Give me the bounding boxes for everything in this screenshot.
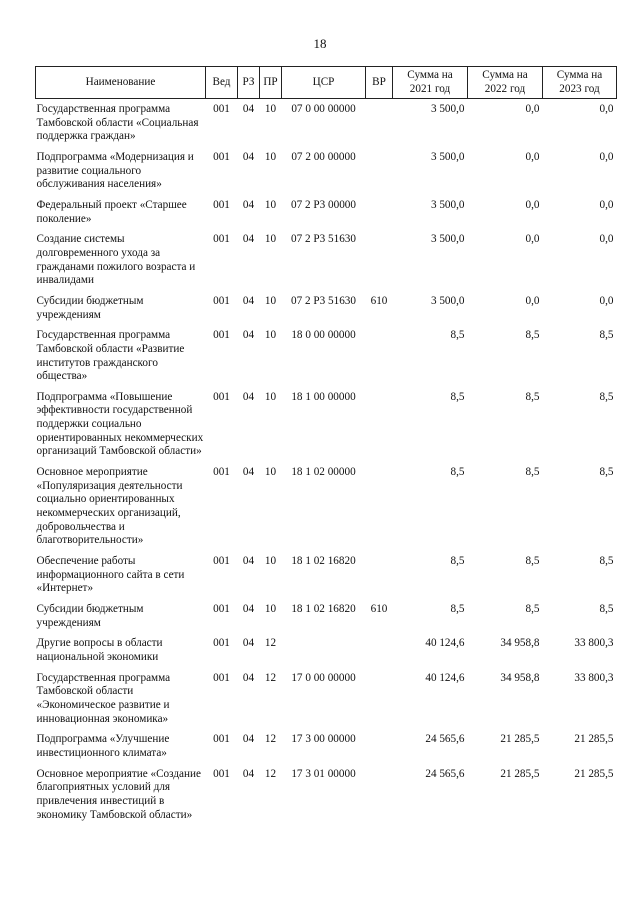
cell-sum-2022: 34 958,8	[500, 637, 540, 650]
cell-pr: 10	[264, 198, 277, 211]
cell-rz: 04	[242, 103, 255, 115]
table-header	[36, 67, 617, 99]
cell-sum-2022: 0,0	[525, 198, 540, 211]
cell-vr	[366, 329, 393, 391]
cell-csr: 17 3 01 00000	[291, 767, 356, 780]
cell-sum-2021: 8,5	[450, 329, 465, 342]
header-name: Наименование	[36, 67, 206, 99]
cell-vr	[366, 199, 393, 233]
cell-ved: 001	[213, 603, 230, 615]
cell-ved: 001	[213, 390, 230, 403]
cell-csr: 07 2 Р3 00000	[291, 198, 356, 211]
cell-ved: 001	[213, 103, 230, 115]
table-body	[36, 99, 617, 830]
cell-sum-2023: 8,5	[599, 390, 614, 403]
cell-rz: 04	[242, 767, 255, 780]
cell-pr: 12	[264, 671, 277, 684]
cell-rz: 04	[242, 233, 255, 246]
cell-name: Создание системы долговременного ухода за гражданами пожилого возраста и инвалидами	[36, 233, 196, 287]
cell-rz: 04	[242, 329, 255, 342]
table-row	[36, 603, 617, 637]
cell-csr: 17 3 00 00000	[291, 733, 356, 746]
header-ved: Вед	[206, 67, 238, 99]
cell-sum-2021: 40 124,6	[425, 637, 465, 650]
cell-sum-2022: 0,0	[525, 233, 540, 246]
table-row	[36, 99, 617, 151]
cell-pr: 10	[264, 294, 277, 307]
cell-sum-2023: 8,5	[599, 329, 614, 342]
cell-pr: 12	[264, 767, 277, 780]
cell-vr	[366, 768, 393, 830]
cell-sum-2023: 8,5	[599, 603, 614, 615]
table-row	[36, 768, 617, 830]
cell-name: Государственная программа Тамбовской области «Развитие институтов гражданского общества»	[36, 329, 185, 383]
cell-vr	[366, 466, 393, 555]
cell-csr: 07 0 00 00000	[291, 103, 356, 115]
table-row	[36, 295, 617, 329]
cell-sum-2023: 21 285,5	[574, 733, 614, 746]
cell-rz: 04	[242, 733, 255, 746]
cell-sum-2021: 8,5	[450, 390, 465, 403]
cell-sum-2021: 8,5	[450, 555, 465, 568]
table-row	[36, 466, 617, 555]
cell-name: Федеральный проект «Старшее поколение»	[36, 198, 187, 225]
cell-sum-2021: 8,5	[450, 603, 465, 615]
table-row	[36, 233, 617, 295]
cell-rz: 04	[242, 390, 255, 403]
cell-name: Основное мероприятие «Создание благоприятных условий для привлечения инвестиций в экономику Тамбовской области»	[36, 767, 201, 821]
cell-sum-2023: 33 800,3	[574, 671, 614, 684]
table-row	[36, 637, 617, 671]
cell-sum-2022: 0,0	[525, 294, 540, 307]
cell-pr: 10	[264, 390, 277, 403]
table-row	[36, 199, 617, 233]
cell-sum-2022: 8,5	[525, 555, 540, 568]
cell-ved: 001	[213, 466, 230, 479]
cell-ved: 001	[213, 637, 230, 650]
cell-sum-2023: 0,0	[599, 233, 614, 246]
cell-sum-2021: 40 124,6	[425, 671, 465, 684]
table-row	[36, 555, 617, 603]
cell-name: Другие вопросы в области национальной экономики	[36, 637, 163, 663]
cell-sum-2021: 3 500,0	[430, 198, 465, 211]
cell-name: Основное мероприятие «Популяризация деятельности социально ориентированных некоммерческих организаций, добровольчества и благотворительности»	[36, 466, 183, 547]
cell-pr: 10	[264, 103, 277, 115]
cell-rz: 04	[242, 603, 255, 615]
cell-pr: 12	[264, 637, 277, 650]
cell-sum-2023: 0,0	[599, 103, 614, 115]
cell-pr: 10	[264, 603, 277, 615]
cell-name: Подпрограмма «Улучшение инвестиционного климата»	[36, 733, 170, 759]
cell-csr: 07 2 00 00000	[291, 150, 356, 163]
cell-sum-2022: 21 285,5	[500, 767, 540, 780]
cell-sum-2021: 8,5	[450, 466, 465, 479]
cell-vr	[366, 99, 393, 151]
cell-vr	[366, 555, 393, 603]
header-rz: РЗ	[238, 67, 260, 99]
cell-vr	[366, 672, 393, 734]
cell-sum-2023: 8,5	[599, 466, 614, 479]
table-row	[36, 733, 617, 767]
cell-sum-2022: 8,5	[525, 329, 540, 342]
cell-ved: 001	[213, 733, 230, 746]
cell-pr: 10	[264, 150, 277, 163]
table-row	[36, 672, 617, 734]
cell-ved: 001	[213, 555, 230, 568]
cell-ved: 001	[213, 767, 230, 780]
cell-csr: 07 2 Р3 51630	[291, 294, 356, 307]
cell-sum-2022: 0,0	[525, 150, 540, 163]
cell-sum-2023: 8,5	[599, 555, 614, 568]
cell-csr	[282, 637, 366, 671]
cell-sum-2021: 3 500,0	[430, 233, 465, 246]
header-vr: ВР	[366, 67, 393, 99]
cell-vr: 610	[370, 603, 388, 615]
table-row	[36, 391, 617, 466]
cell-pr: 10	[264, 466, 277, 479]
cell-name: Подпрограмма «Модернизация и развитие социального обслуживания населения»	[36, 150, 194, 191]
cell-vr	[366, 391, 393, 466]
cell-sum-2021: 3 500,0	[430, 150, 465, 163]
header-csr: ЦСР	[282, 67, 366, 99]
cell-vr	[366, 637, 393, 671]
header-sum-2022: Сумма на 2022 год	[468, 67, 543, 99]
cell-pr: 10	[264, 233, 277, 246]
cell-name: Государственная программа Тамбовской области «Социальная поддержка граждан»	[36, 103, 199, 143]
cell-csr: 18 1 00 00000	[291, 390, 356, 403]
cell-pr: 10	[264, 555, 277, 568]
cell-sum-2023: 0,0	[599, 294, 614, 307]
cell-sum-2023: 0,0	[599, 150, 614, 163]
header-sum-2023: Сумма на 2023 год	[543, 67, 617, 99]
cell-vr: 610	[370, 294, 388, 307]
cell-sum-2022: 8,5	[525, 466, 540, 479]
cell-sum-2021: 24 565,6	[425, 733, 465, 746]
cell-vr	[366, 151, 393, 199]
header-pr: ПР	[260, 67, 282, 99]
cell-sum-2023: 0,0	[599, 198, 614, 211]
cell-sum-2021: 3 500,0	[430, 103, 465, 115]
budget-table	[35, 66, 617, 829]
cell-vr	[366, 733, 393, 767]
cell-name: Субсидии бюджетным учреждениям	[36, 294, 144, 321]
cell-ved: 001	[213, 150, 230, 163]
cell-ved: 001	[213, 294, 230, 307]
cell-name: Обеспечение работы информационного сайта в сети «Интернет»	[36, 555, 185, 595]
cell-csr: 18 1 02 16820	[291, 555, 356, 568]
table-row	[36, 329, 617, 391]
table-row	[36, 151, 617, 199]
page-number: 18	[313, 36, 327, 51]
cell-pr: 12	[264, 733, 277, 746]
cell-ved: 001	[213, 671, 230, 684]
cell-rz: 04	[242, 150, 255, 163]
cell-ved: 001	[213, 198, 230, 211]
cell-csr: 07 2 Р3 51630	[291, 233, 356, 246]
cell-rz: 04	[242, 198, 255, 211]
cell-rz: 04	[242, 294, 255, 307]
cell-sum-2021: 24 565,6	[425, 767, 465, 780]
cell-name: Субсидии бюджетным учреждениям	[36, 603, 144, 629]
header-sum-2021: Сумма на 2021 год	[393, 67, 468, 99]
cell-rz: 04	[242, 671, 255, 684]
cell-csr: 18 0 00 00000	[291, 329, 356, 342]
cell-vr	[366, 233, 393, 295]
cell-ved: 001	[213, 329, 230, 342]
cell-rz: 04	[242, 466, 255, 479]
cell-name: Государственная программа Тамбовской области «Экономическое развитие и инновационная экономика»	[36, 671, 171, 725]
cell-name: Подпрограмма «Повышение эффективности государственной поддержки социально ориентированных некоммерческих организаций Тамбовской области»	[36, 390, 204, 458]
cell-sum-2023: 21 285,5	[574, 767, 614, 780]
cell-sum-2022: 8,5	[525, 390, 540, 403]
cell-sum-2022: 0,0	[525, 103, 540, 115]
cell-csr: 18 1 02 00000	[291, 466, 356, 479]
cell-csr: 17 0 00 00000	[291, 671, 356, 684]
cell-sum-2022: 21 285,5	[500, 733, 540, 746]
cell-ved: 001	[213, 233, 230, 246]
cell-rz: 04	[242, 637, 255, 650]
cell-pr: 10	[264, 329, 277, 342]
cell-sum-2023: 33 800,3	[574, 637, 614, 650]
cell-sum-2022: 34 958,8	[500, 671, 540, 684]
cell-csr: 18 1 02 16820	[291, 603, 356, 615]
cell-sum-2021: 3 500,0	[430, 294, 465, 307]
cell-rz: 04	[242, 555, 255, 568]
cell-sum-2022: 8,5	[525, 603, 540, 615]
